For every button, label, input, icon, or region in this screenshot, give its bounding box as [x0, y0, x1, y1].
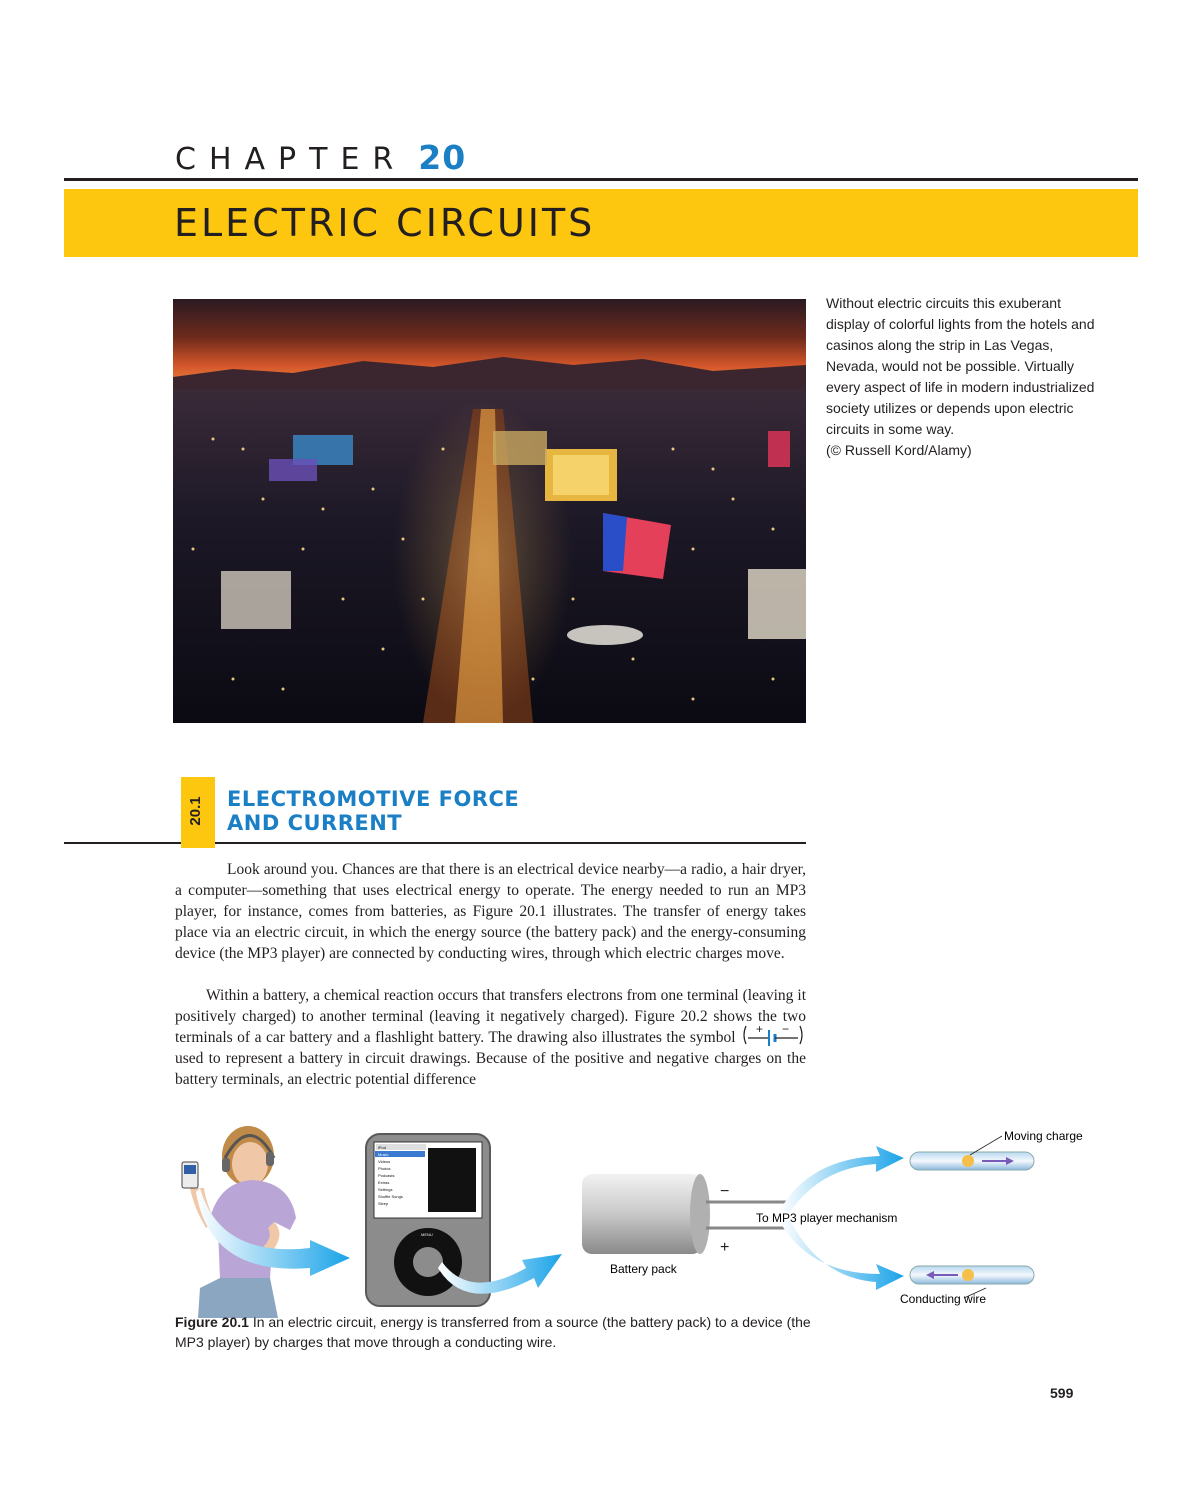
battery-minus-terminal: −	[720, 1183, 730, 1200]
chapter-photo	[173, 299, 806, 723]
section-title-line2: AND CURRENT	[227, 811, 403, 835]
player-menu-item: Settings	[378, 1187, 393, 1192]
player-header: iPod	[378, 1145, 387, 1150]
photo-caption	[826, 293, 1096, 461]
player-menu-item: Videos	[378, 1159, 391, 1164]
player-menu-item: Extras	[378, 1180, 390, 1185]
battery-pack-illustration	[582, 1174, 792, 1276]
figure-20-1	[170, 1118, 1083, 1318]
conducting-wire-label: Conducting wire	[900, 1292, 987, 1306]
top-rule	[64, 178, 1138, 181]
chapter-title: ELECTRIC CIRCUITS	[174, 201, 596, 245]
battery-pack-label: Battery pack	[610, 1262, 677, 1276]
chapter-label	[175, 138, 466, 177]
player-menu-item: Photos	[378, 1166, 391, 1171]
photo-caption-text: Without electric circuits this exuberant display of colorful lights from the hotels and casinos along the strip in Las Vegas, Nevada, would not be possible. Virtually every aspect of life in modern industrialized society utilizes or depends upon electric circuits in some way.	[826, 295, 1095, 437]
battery-plus-terminal: +	[720, 1239, 730, 1256]
chapter-word: CHAPTER	[175, 142, 407, 177]
chapter-number: 20	[418, 138, 467, 177]
section-number: 20.1	[187, 796, 204, 826]
page-number: 599	[1050, 1385, 1074, 1401]
player-menu-item: Sleep	[378, 1201, 389, 1206]
section-title-line1: ELECTROMOTIVE FORCE	[227, 787, 520, 811]
figure-caption-label: Figure 20.1	[175, 1314, 249, 1330]
body-paragraph-2	[175, 985, 806, 1090]
photo-credit: (© Russell Kord/Alamy)	[826, 442, 972, 458]
player-wheel-menu: MENU	[421, 1232, 433, 1237]
player-menu-item: Podcasts	[378, 1173, 395, 1178]
battery-symbol-minus: −	[782, 1022, 790, 1037]
figure-caption-text: In an electric circuit, energy is transferred from a source (the battery pack) to a device (the MP3 player) by charges that move through a conducting wire.	[175, 1314, 811, 1350]
lower-wire-illustration	[900, 1266, 1034, 1306]
figure-caption	[175, 1312, 815, 1352]
chapter-title-band	[64, 189, 1138, 257]
woman-illustration	[182, 1126, 296, 1318]
body-paragraph-2-end: used to represent a battery in circuit drawings. Because of the positive and negative charges on the battery terminals, an electric potential difference	[175, 1050, 806, 1088]
player-menu-item: Music	[378, 1152, 389, 1157]
section-rule-left	[64, 842, 181, 844]
battery-symbol-icon	[742, 1023, 804, 1047]
body-paragraph-1: Look around you. Chances are that there is an electrical device nearby—a radio, a hair dryer, a computer—something that uses electrical energy to operate. The energy needed to run an MP3 player, for instance, comes from batteries, as Figure 20.1 illustrates. The transfer of energy takes place via an electric circuit, in which the energy source (the battery pack) and the energy-consuming device (the MP3 player) are connected by conducting wires, through which electric charges move.	[175, 861, 806, 962]
mp3-player-illustration	[366, 1134, 490, 1306]
section-rule-right	[215, 842, 806, 844]
body-paragraph-2-start: Within a battery, a chemical reaction occurs that transfers electrons from one terminal (leaving it positively charged) to another terminal (leaving it negatively charged). Figure 20.2 shows the two terminals of a car battery and a flashlight battery. The drawing also illustrates the symbol	[175, 987, 806, 1046]
player-menu-item: Shuffle Songs	[378, 1194, 403, 1199]
mechanism-label: To MP3 player mechanism	[756, 1211, 898, 1225]
upper-wire-illustration	[910, 1129, 1083, 1170]
section-title	[227, 787, 519, 835]
battery-symbol-plus: +	[756, 1022, 764, 1037]
moving-charge-label: Moving charge	[1004, 1129, 1083, 1143]
